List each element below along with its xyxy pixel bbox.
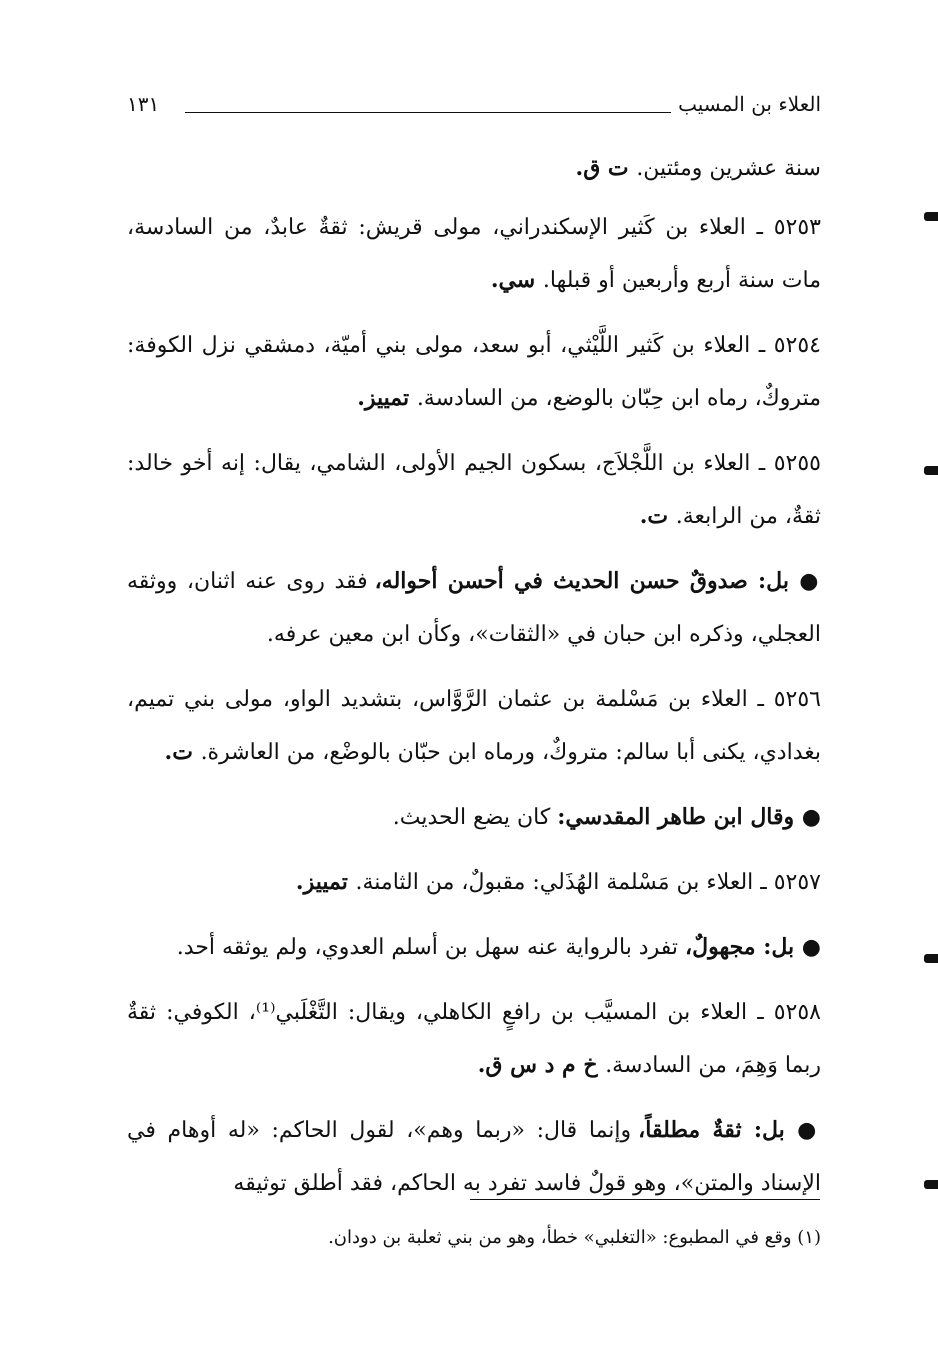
running-head: العلاء بن المسيب [678, 92, 821, 116]
entry-5257: ٥٢٥٧ ـ العلاء بن مَسْلمة الهُذَلي: مقبولٌ، من الثامنة. تمييز. [295, 869, 821, 895]
entry-5258: ٥٢٥٨ ـ العلاء بن المسيَّب بن رافعٍ الكاهلي، ويقال: التَّغْلَبي⁽¹⁾، الكوفي: ثقةٌ ربما وَهِمَ، من السادسة. خ م د س ق. [127, 1000, 821, 1078]
entry-5254: ٥٢٥٤ ـ العلاء بن كَثير اللَّيْثي، أبو سعد، مولى بني أميّة، دمشقي نزل الكوفة: متروكٌ، رماه ابن حِبّان بالوضع، من السادسة. تمييز. [127, 333, 821, 411]
margin-tab-marker [924, 954, 938, 963]
page-number: ١٣١ [127, 92, 160, 116]
entry-5255: ٥٢٥٥ ـ العلاء بن اللَّجْلاَج، بسكون الجيم الأولى، الشامي، يقال: إنه أخو خالد: ثقةٌ، من الرابعة. ت. [127, 451, 821, 529]
margin-tab-marker [924, 212, 938, 221]
comment-5257: ● بل: مجهولٌ، تفرد بالرواية عنه سهل بن أسلم العدوي، ولم يوثقه أحد. [176, 934, 821, 960]
entry-5253: ٥٢٥٣ ـ العلاء بن كَثير الإسكندراني، مولى قريش: ثقةٌ عابدٌ، من السادسة، مات سنة أربع وأربعين أو قبلها. سي. [127, 215, 821, 293]
entry-5252-tail: سنة عشرين ومئتين. ت ق. [575, 155, 821, 181]
footnote: (١) وقع في المطبوع: «التغلبي» خطأ، وهو من بني ثعلبة بن دودان. [328, 1227, 821, 1248]
comment-5256: ● وقال ابن طاهر المقدسي: كان يضع الحديث. [392, 804, 821, 830]
header-rule [185, 112, 671, 113]
entry-5256: ٥٢٥٦ ـ العلاء بن مَسْلمة بن عثمان الرَّوَّاس، بتشديد الواو، مولى بني تميم، بغدادي، يكنى أبا سالم: متروكٌ، ورماه ابن حبّان بالوضْع، من العاشرة. ت. [127, 687, 821, 765]
margin-tab-marker [924, 466, 938, 475]
footnote-rule [470, 1199, 820, 1200]
comment-5255: ● بل: صدوقٌ حسن الحديث في أحسن أحواله، فقد روى عنه اثنان، ووثقه العجلي، وذكره ابن حبان في «الثقات»، وكأن ابن معين عرفه. [127, 568, 821, 647]
page-header [127, 92, 821, 116]
margin-tab-marker [924, 1180, 938, 1189]
comment-5258: ● بل: ثقةٌ مطلقاً، وإنما قال: «ربما وهم»، لقول الحاكم: «له أوهام في الإسناد والمتن»، وهو قولٌ فاسد تفرد به الحاكم، فقد أطلق توثيقه [127, 1117, 821, 1196]
body-text [127, 142, 821, 1222]
